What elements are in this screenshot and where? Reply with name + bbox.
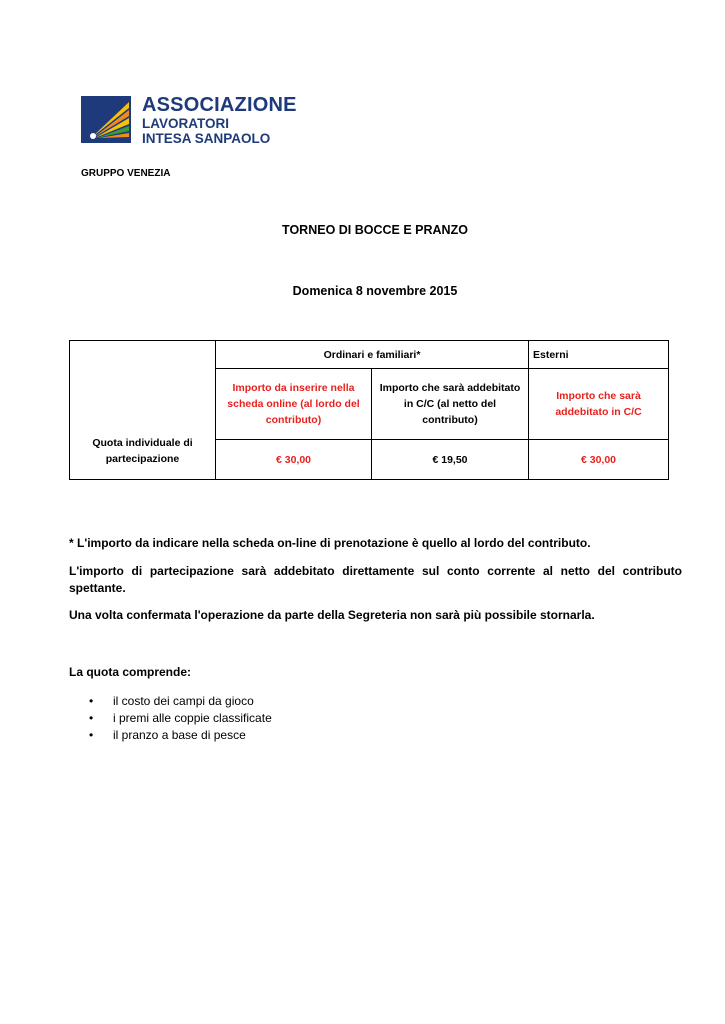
association-logo [81,94,297,146]
includes-heading: La quota comprende: [69,665,192,679]
note-confirmation: Una volta confermata l'operazione da parte della Segreteria non sarà più possibile stornarla. [69,608,595,622]
table-header-row [70,341,669,369]
logo-line-2: LAVORATORI [142,116,229,131]
col-charged-external: Importo che sarà addebitato in C/C [529,369,669,440]
fees-table [69,340,669,480]
bullet-icon: • [89,711,94,725]
list-item-text: il costo dei campi da gioco [113,694,254,708]
list-item-text: il pranzo a base di pesce [113,728,246,742]
col-online-amount: Importo da inserire nella scheda online (al lordo del contributo) [216,369,372,440]
list-item [69,693,272,710]
bullet-icon: • [89,728,94,742]
logo-wordmark [142,95,297,145]
logo-line-3: INTESA SANPAOLO [142,130,271,146]
fan-logo-icon [81,96,131,143]
note-charge: L'importo di partecipazione sarà addebitato direttamente sul conto corrente al netto del contributo spettante. [69,564,682,595]
header-esterni: Esterni [529,341,669,369]
row-label: Quota individuale di partecipazione [92,437,193,465]
note-online-booking: * L'importo da indicare nella scheda on-line di prenotazione è quello al lordo del contributo. [69,536,591,550]
value-online: € 30,00 [216,440,372,480]
row-label-cell [70,341,216,480]
value-external: € 30,00 [529,440,669,480]
header-ordinari: Ordinari e familiari* [216,341,529,369]
group-label: GRUPPO VENEZIA [81,168,171,179]
page-title: TORNEO DI BOCCE E PRANZO [282,223,468,237]
list-item-text: i premi alle coppie classificate [113,711,272,725]
value-net: € 19,50 [372,440,529,480]
event-date: Domenica 8 novembre 2015 [292,284,458,298]
bullet-icon: • [89,694,94,708]
includes-list [69,693,272,744]
col-charged-net: Importo che sarà addebitato in C/C (al netto del contributo) [372,369,529,440]
list-item [69,727,272,744]
logo-line-1: ASSOCIAZIONE [142,94,297,116]
list-item [69,710,272,727]
